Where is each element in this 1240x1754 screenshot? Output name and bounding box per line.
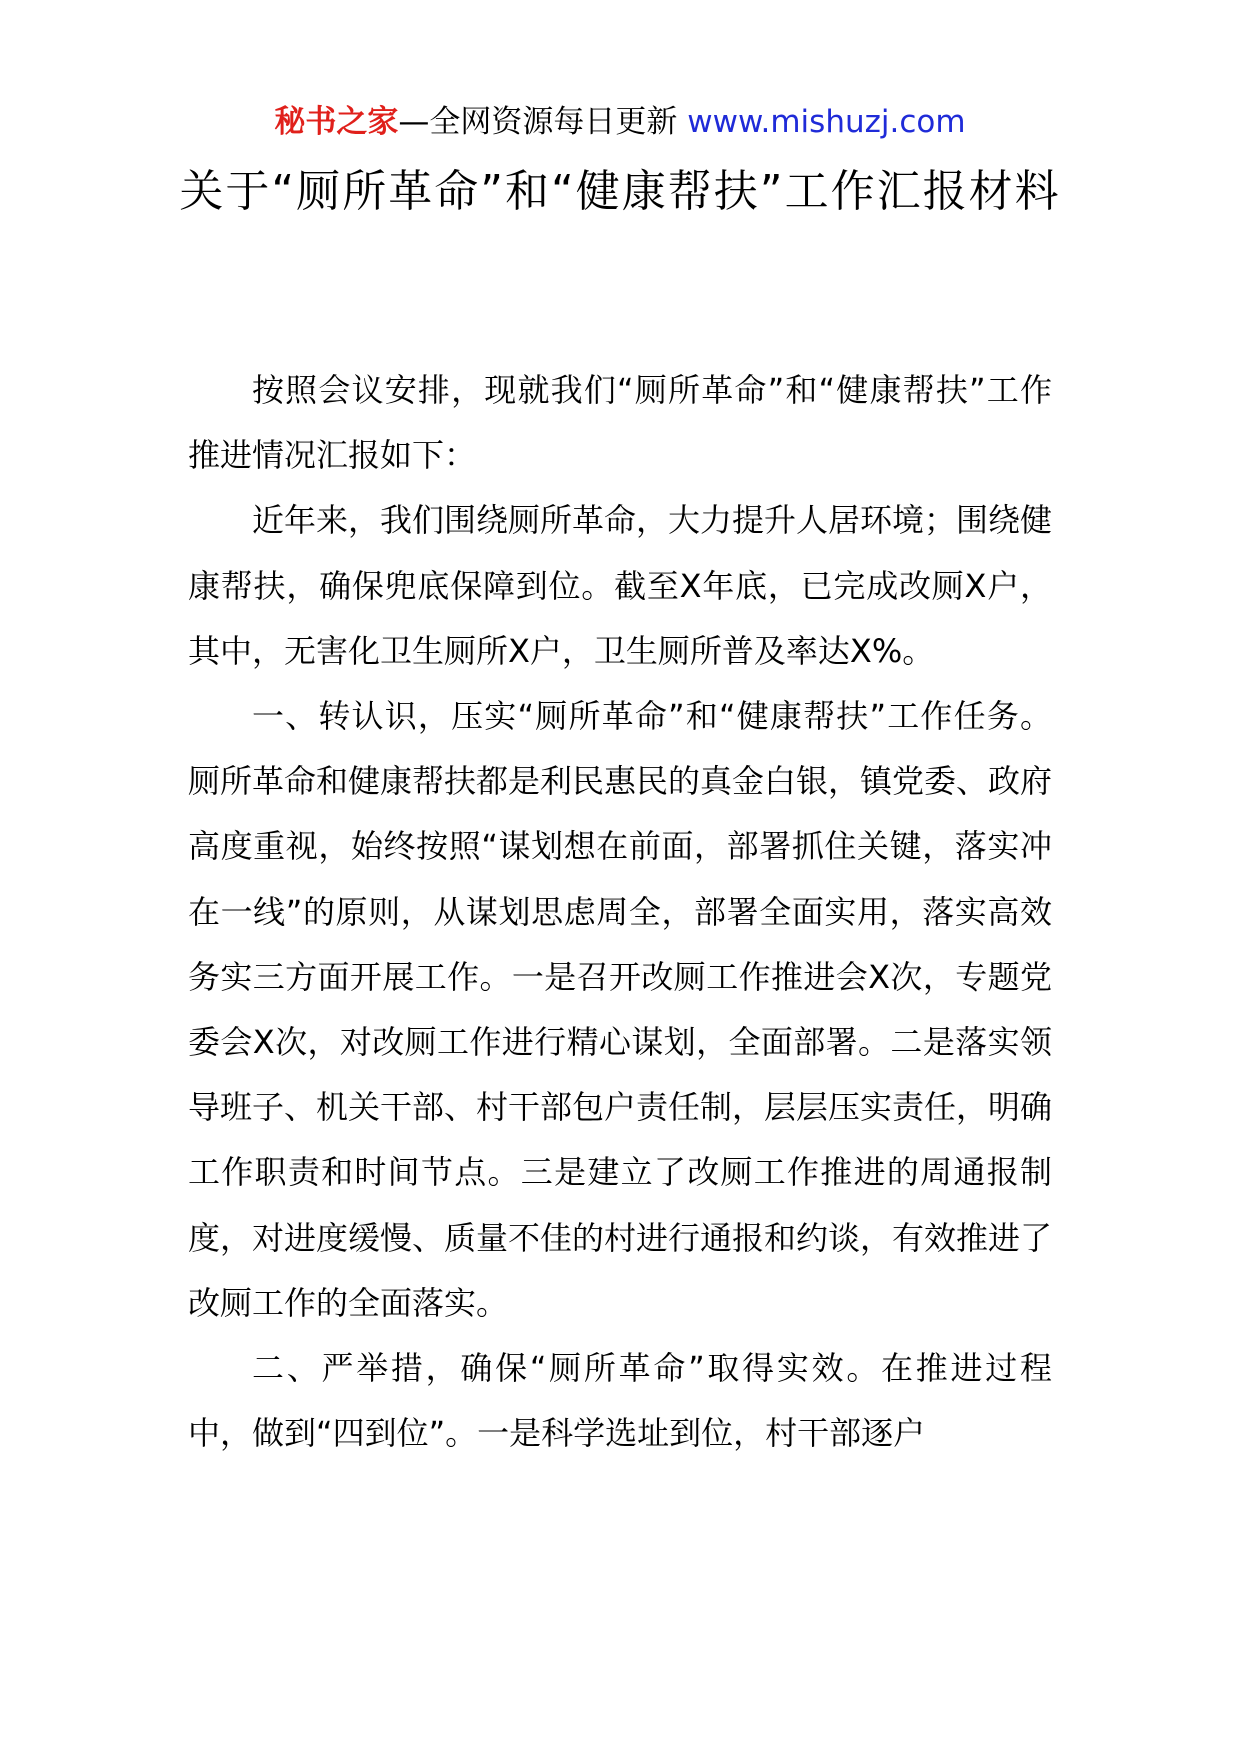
site-brand: 秘书之家 — [274, 104, 399, 140]
paragraph-section-one: 一、转认识，压实“厕所革命”和“健康帮扶”工作任务。厕所革命和健康帮扶都是利民惠民的真金白银，镇党委、政府高度重视，始终按照“谋划想在前面，部署抓住关键，落实冲在一线”的原则，从谋划思虑周全，部署全面实用，落实高效务实三方面开展工作。一是召开改厕工作推进会X次，专题党委会X次，对改厕工作进行精心谋划，全面部署。二是落实领导班子、机关干部、村干部包户责任制，层层压实责任，明确工作职责和时间节点。三是建立了改厕工作推进的周通报制度，对进度缓慢、质量不佳的村进行通报和约谈，有效推进了改厕工作的全面落实。 — [188, 697, 1053, 1322]
paragraph-section-two: 二、严举措，确保“厕所革命”取得实效。在推进过程中，做到“四到位”。一是科学选址到位，村干部逐户 — [188, 1349, 1052, 1453]
document-title: 关于“厕所革命”和“健康帮扶”工作汇报材料 — [179, 166, 1061, 217]
paragraph-overview: 近年来，我们围绕厕所革命，大力提升人居环境；围绕健康帮扶，确保兜底保障到位。截至X年底，已完成改厕X户，其中，无害化卫生厕所X户，卫生厕所普及率达X%。 — [188, 501, 1053, 670]
site-tagline: —全网资源每日更新 — [398, 104, 688, 140]
paragraph-intro: 按照会议安排，现就我们“厕所革命”和“健康帮扶”工作推进情况汇报如下： — [188, 371, 1052, 475]
document-body — [188, 358, 1052, 1466]
site-url-link[interactable]: www.mishuzj.com — [687, 104, 966, 140]
site-header — [0, 100, 1240, 144]
